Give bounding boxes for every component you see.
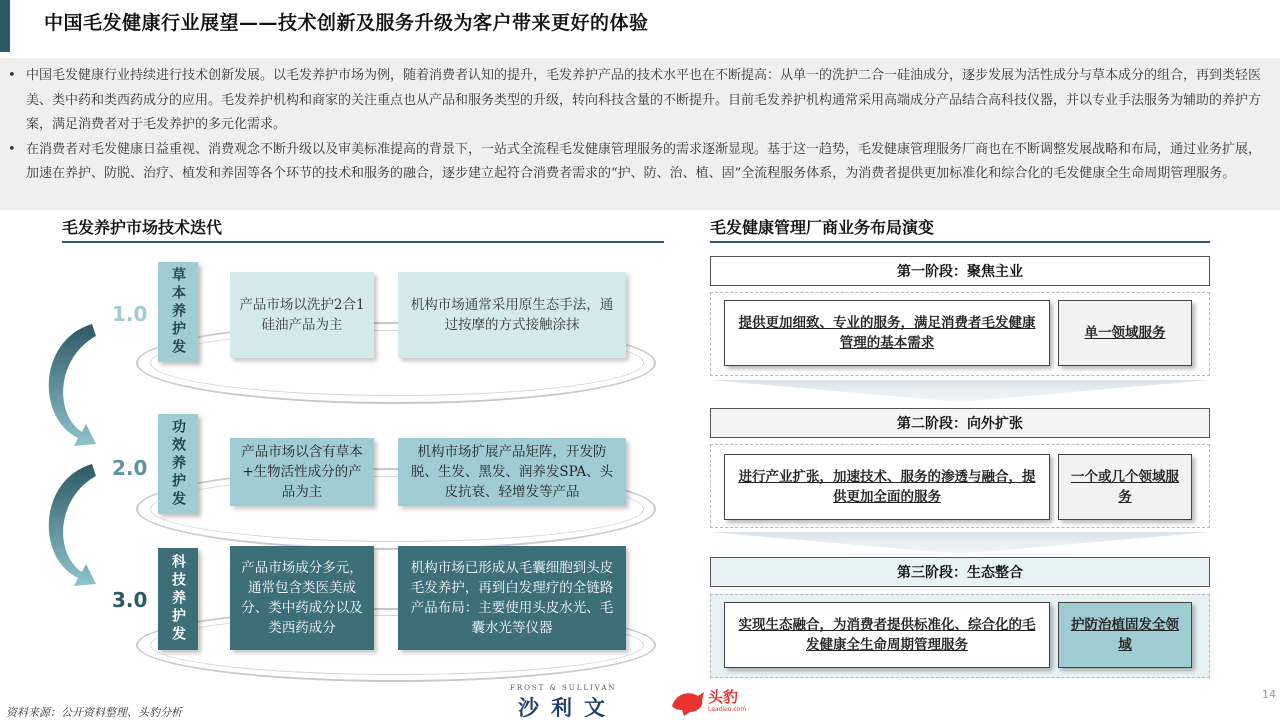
version-label: 3.0 bbox=[112, 588, 148, 612]
stage-side-box: 一个或几个领域服务 bbox=[1058, 454, 1192, 520]
title-bar bbox=[0, 0, 1280, 52]
product-market-box: 产品市场以含有草本+生物活性成分的产品为主 bbox=[230, 438, 374, 506]
stage-main-box: 进行产业扩张，加速技术、服务的渗透与融合，提供更加全面的服务 bbox=[724, 454, 1050, 520]
progression-arrows bbox=[30, 318, 110, 618]
version-label: 1.0 bbox=[112, 302, 148, 326]
stage-main-box: 提供更加细致、专业的服务，满足消费者毛发健康管理的基本需求 bbox=[724, 300, 1050, 366]
bullet-icon: • bbox=[8, 141, 16, 157]
title-accent-bar bbox=[0, 0, 10, 52]
agency-market-box: 机构市场通常采用原生态手法，通过按摩的方式接触涂抹 bbox=[398, 272, 626, 358]
bullet-icon: • bbox=[8, 68, 16, 83]
leadleo-logo-text: 头豹 bbox=[708, 688, 739, 706]
page-number: 14 bbox=[1262, 688, 1276, 701]
right-section-title: 毛发健康管理厂商业务布局演变 bbox=[710, 218, 935, 237]
intro-bullet-text: 在消费者对毛发健康日益重视、消费观念不断升级以及审美标准提高的背景下，一站式全流程毛发健康管理服务的需求逐渐显现。基于这一趋势，毛发健康管理服务厂商也在不断调整发展战略和布局，通过业务扩展，加速在养护、防脱、治疗、植发和养固等各个环节的技术和服务的融合，逐步建立起符合消费者需求的“护、防、治、植、固”全流程服务体系，为消费者提供更加标准化和综合化的毛发健康全生命周期管理服务。 bbox=[26, 141, 1262, 182]
intro-bullet bbox=[8, 138, 1262, 187]
curved-arrow-2 bbox=[49, 464, 96, 586]
frost-sullivan-logo-chinese: 沙利文 bbox=[518, 695, 617, 720]
stage-side-box: 单一领域服务 bbox=[1058, 300, 1192, 366]
agency-market-box: 机构市场已形成从毛囊细胞到头皮毛发养护，再到白发理疗的全链路产品布局：主要使用头皮水光、毛囊水光等仪器 bbox=[398, 546, 626, 650]
left-section-title: 毛发养护市场技术迭代 bbox=[62, 218, 223, 237]
stage-label: 科技养护发 bbox=[158, 548, 198, 650]
stage-header: 第三阶段：生态整合 bbox=[710, 557, 1210, 587]
agency-market-box: 机构市场扩展产品矩阵，开发防脱、生发、黑发、润养发SPA、头皮抗衰、轻增发等产品 bbox=[398, 438, 626, 506]
stage-label: 功效养护发 bbox=[158, 414, 198, 514]
stage-side-box: 护防治植固发全领域 bbox=[1058, 602, 1192, 668]
left-section-underline bbox=[62, 241, 664, 243]
intro-panel bbox=[0, 58, 1280, 210]
version-label: 2.0 bbox=[112, 456, 148, 480]
leadleo-logo-subtext: Leadleo.com bbox=[708, 706, 747, 713]
curved-arrow-1 bbox=[49, 324, 96, 446]
intro-bullet bbox=[8, 64, 1262, 138]
stage-label: 草本养护发 bbox=[158, 262, 198, 362]
frost-sullivan-logo-text: FROST & SULLIVAN bbox=[510, 684, 617, 692]
down-chevron-icon bbox=[710, 380, 1210, 402]
source-note: 资料来源：公开资料整理、头豹分析 bbox=[6, 706, 182, 719]
intro-bullet-text: 中国毛发健康行业持续进行技术创新发展。以毛发养护市场为例，随着消费者认知的提升，毛发养护产品的技术水平也在不断提高：从单一的洗护二合一硅油成分，逐步发展为活性成分与草本成分的组合，再到类轻医美、类中药和类西药成分的应用。毛发养护机构和商家的关注重点也从产品和服务类型的升级，转向科技含量的不断提升。目前毛发养护机构通常采用高端成分产品结合高科技仪器，并以专业手法服务为辅助的养护方案，满足消费者对于毛发养护的多元化需求。 bbox=[26, 68, 1262, 133]
stage-header: 第一阶段：聚焦主业 bbox=[710, 256, 1210, 286]
down-chevron-icon bbox=[710, 532, 1210, 554]
stage-header: 第二阶段：向外扩张 bbox=[710, 408, 1210, 438]
stage-main-box: 实现生态融合，为消费者提供标准化、综合化的毛发健康全生命周期管理服务 bbox=[724, 602, 1050, 668]
page-title: 中国毛发健康行业展望——技术创新及服务升级为客户带来更好的体验 bbox=[44, 12, 649, 34]
right-section-underline bbox=[710, 241, 1210, 243]
product-market-box: 产品市场以洗护2合1硅油产品为主 bbox=[230, 272, 374, 358]
product-market-box: 产品市场成分多元，通常包含类医美成分、类中药成分以及类西药成分 bbox=[230, 546, 374, 650]
